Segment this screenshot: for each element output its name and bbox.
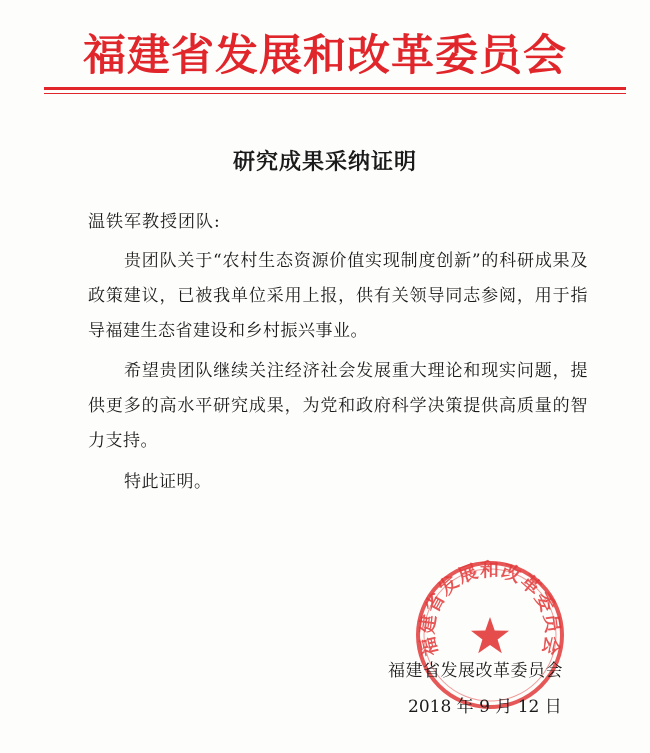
body-paragraph-2: 希望贵团队继续关注经济社会发展重大理论和现实问题，提供更多的高水平研究成果，为党和政府科学决策提供高质量的智力支持。 <box>88 361 588 451</box>
letterhead-title: 福建省发展和改革委员会 <box>83 31 567 81</box>
letterhead-rule-thick <box>44 87 626 90</box>
document-title: 研究成果采纳证明 <box>232 149 417 175</box>
signature-organization: 福建省发展改革委员会 <box>388 661 563 681</box>
official-seal-stamp <box>410 555 570 715</box>
salutation: 温铁军教授团队: <box>88 212 221 232</box>
svg-text:福建省发展和改革委员会: 福建省发展和改革委员会 <box>416 559 564 659</box>
body-paragraph-closing: 特此证明。 <box>124 472 212 492</box>
signature-date: 2018 年 9 月 12 日 <box>408 697 562 717</box>
letterhead-rule-thin <box>44 93 626 94</box>
body-paragraph-1: 贵团队关于“农村生态资源价值实现制度创新”的科研成果及政策建议，已被我单位采用上报，供有关领导同志参阅，用于指导福建生态省建设和乡村振兴事业。 <box>88 251 588 341</box>
